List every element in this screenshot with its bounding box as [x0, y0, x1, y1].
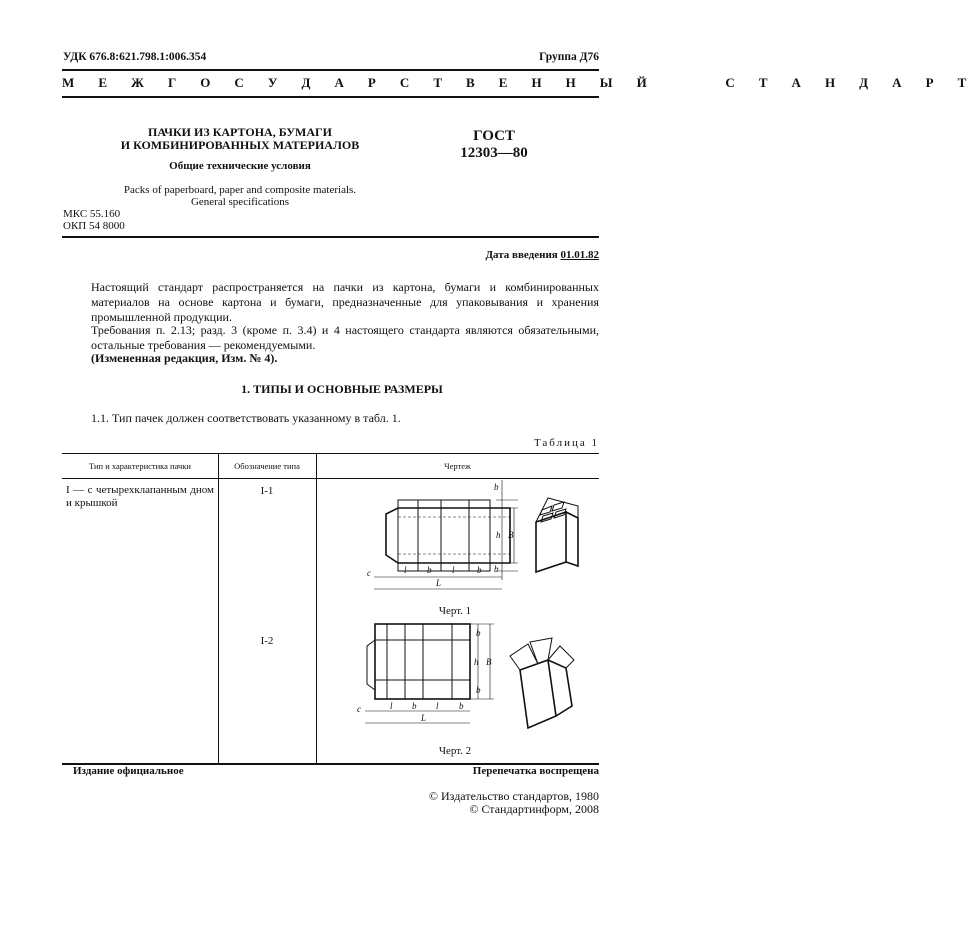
paragraph-scope: Настоящий стандарт распространяется на пачки из картона, бумаги и комбинированных материалов на основе картона и бумаги, предназначенные для упаковывания и хранения промышленной продукции. [91, 280, 599, 324]
title-line-2: И КОМБИНИРОВАННЫХ МАТЕРИАЛОВ [120, 138, 360, 152]
type-code-1: I-1 [260, 485, 274, 497]
table-header-designation: Обозначение типа [234, 461, 300, 471]
table-caption: Таблица 1 [533, 437, 599, 449]
gost-number: 12303—80 [460, 145, 528, 161]
subtitle: Общие технические условия [169, 160, 311, 172]
title-line-1: ПАЧКИ ИЗ КАРТОНА, БУМАГИ [148, 125, 332, 139]
dim-c-1: c [367, 568, 371, 578]
english-title-line-1: Packs of paperboard, paper and composite materials. [123, 184, 357, 196]
row-description: I — с четырехклапанным дном и крышкой [66, 484, 214, 509]
paragraph-mandatory: Требования п. 2.13; разд. 3 (кроме п. 3.4) и 4 настоящего стандарта являются обязательными, остальные требования — рекомендуемыми. [91, 323, 599, 352]
dim-b-1d: b [494, 564, 499, 574]
section-title: 1. ТИПЫ И ОСНОВНЫЕ РАЗМЕРЫ [241, 382, 443, 396]
dim-B-1: B [508, 530, 514, 540]
english-title-line-2: General specifications [190, 196, 290, 208]
dim-c-2: c [357, 704, 361, 714]
dim-b-2c: b [476, 628, 481, 638]
dim-B-2: B [486, 657, 492, 667]
standard-banner: М Е Ж Г О С У Д А Р С Т В Е Н Н Ы Й С Т А Н Д А Р Т [62, 75, 977, 90]
dim-b-2d: b [476, 685, 481, 695]
drawing-2-blank [365, 624, 494, 723]
mks-code: МКС 55.160 [63, 208, 121, 220]
clause-1-1: 1.1. Тип пачек должен соответствовать указанному в табл. 1. [91, 411, 401, 425]
dim-L-2: L [421, 713, 427, 723]
copyright-1: © Издательство стандартов, 1980 [428, 789, 599, 803]
dim-l-1b: l [452, 565, 455, 575]
dim-l-2a: l [390, 701, 393, 711]
drawing-caption-1: Черт. 1 [438, 605, 472, 617]
edit-note: (Измененная редакция, Изм. № 4). [91, 351, 278, 365]
intro-date-label: Дата введения [485, 249, 558, 261]
dim-b-1c: b [494, 482, 499, 492]
table-header-type: Тип и характеристика пачки [89, 461, 191, 471]
copyright-2: © Стандартинформ, 2008 [469, 802, 599, 816]
reprint-prohibited: Перепечатка воспрещена [472, 765, 599, 777]
dim-b-2a: b [412, 701, 417, 711]
group-code: Группа Д76 [539, 51, 599, 63]
dim-L-1: L [436, 578, 442, 588]
type-code-2: I-2 [260, 635, 274, 647]
dim-b-1b: b [477, 565, 482, 575]
intro-date-value: 01.01.82 [560, 249, 599, 261]
udk-code: УДК 676.8:621.798.1:006.354 [63, 51, 207, 63]
drawing-2-box [510, 638, 574, 728]
dim-b-2b: b [459, 701, 464, 711]
dim-l-1a: l [404, 565, 407, 575]
okp-code: ОКП 54 8000 [63, 220, 125, 232]
dim-h-1: h [496, 530, 501, 540]
official-edition: Издание официальное [73, 765, 184, 777]
gost-label: ГОСТ [473, 128, 515, 144]
dim-h-2: h [474, 657, 479, 667]
table-header-drawing: Чертеж [444, 461, 471, 471]
drawing-caption-2: Черт. 2 [438, 745, 472, 757]
dim-b-1a: b [427, 565, 432, 575]
dim-l-2b: l [436, 701, 439, 711]
